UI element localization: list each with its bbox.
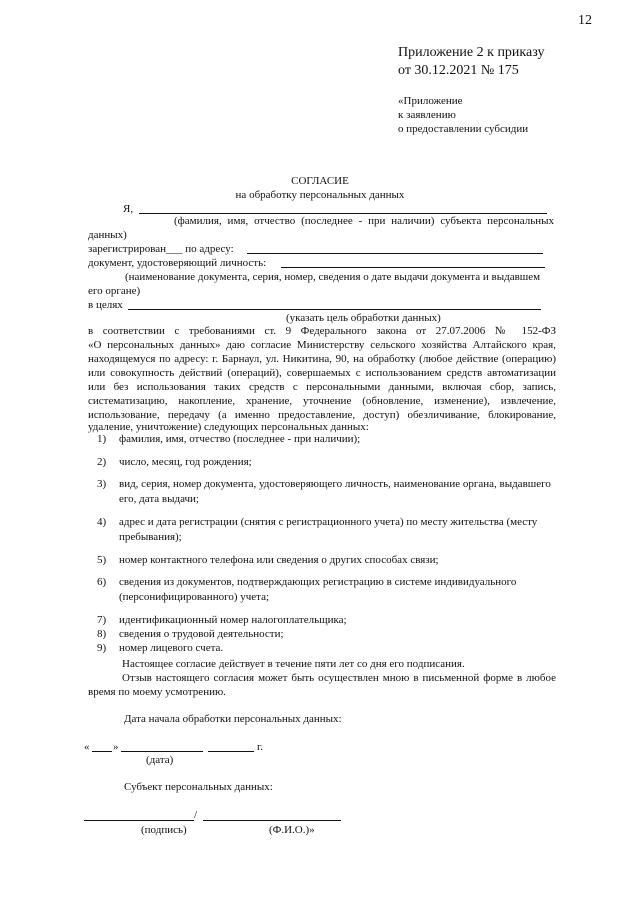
address-label: зарегистрирован___ по адресу: [88,243,234,255]
purpose-label: в целях [88,299,123,311]
body-line-4: или совокупность действий (операций), совершаемых с использованием средств автоматизации [88,367,556,379]
month-input-line[interactable] [121,751,203,752]
body-line-8: удаление, уничтожение) следующих персональных данных: [88,421,369,433]
purpose-caption: (указать цель обработки данных) [286,312,441,324]
list-item-number: 4) [97,516,107,528]
signature-caption: (подпись) [141,824,187,836]
year-suffix: г. [257,741,264,753]
name-caption: (фамилия, имя, отчество (последнее - при наличии) субъекта персональных [174,215,554,227]
document-label: документ, удостоверяющий личность: [88,257,267,269]
appendix-line-2: от 30.12.2021 № 175 [398,63,519,78]
purpose-input-line[interactable] [128,309,541,310]
revoke-text-line-2: время по моему усмотрению. [88,686,226,698]
list-item-number: 2) [97,456,107,468]
page-subtitle: на обработку персональных данных [235,189,405,201]
body-line-2: «О персональных данных» даю согласие Министерству сельского хозяйства Алтайского края, [88,339,556,351]
i-label: Я, [123,203,134,215]
list-item-text: вид, серия, номер документа, удостоверяющего личность, наименование органа, выдавшего его, дата выдачи; [119,478,551,505]
list-item-number: 1) [97,433,107,445]
page-number: 12 [578,13,592,28]
day-input-line[interactable] [92,751,112,752]
body-line-3: находящемуся по адресу: г. Барнаул, ул. Никитина, 90, на обработку (любое действие (операцию) [88,353,556,365]
date-caption: (дата) [146,754,174,766]
body-line-1: в соответствии с требованиями ст. 9 Федерального закона от 27.07.2006 № 152-ФЗ [88,325,556,337]
revoke-text-line-1: Отзыв настоящего согласия может быть осуществлен мною в письменной форме в любое [122,672,556,684]
list-item-text: фамилия, имя, отчество (последнее - при наличии); [119,433,361,445]
list-item-text: адрес и дата регистрации (снятия с регистрационного учета) по месту жительства (месту пребывания); [119,516,538,543]
list-item-text: номер лицевого счета. [119,642,224,654]
signature-input-line[interactable] [84,820,194,821]
inner-appendix-line-1: «Приложение [398,95,463,107]
address-input-line[interactable] [247,253,543,254]
body-line-7: использование, передачу (а именно предоставление, доступ) обезличивание, блокирование, [88,409,556,421]
year-input-line[interactable] [208,751,254,752]
list-item-number: 7) [97,614,107,626]
list-item-text: число, месяц, год рождения; [119,456,252,468]
page-title: СОГЛАСИЕ [291,175,349,187]
body-line-5: или без использования таких средств с персональными данными, включая сбор, запись, [88,381,556,393]
list-item-number: 9) [97,642,107,654]
start-date-label: Дата начала обработки персональных данных: [124,713,342,725]
document-input-line[interactable] [281,267,545,268]
list-item-text: сведения из документов, подтверждающих регистрацию в системе индивидуального (персонифицированного) учета; [119,576,517,603]
date-open-quote: « [84,741,90,753]
list-item-text: номер контактного телефона или сведения о других способах связи; [119,554,439,566]
fio-input-line[interactable] [203,820,341,821]
validity-text: Настоящее согласие действует в течение пяти лет со дня его подписания. [122,658,465,670]
list-item-text: сведения о трудовой деятельности; [119,628,284,640]
appendix-line-1: Приложение 2 к приказу [398,45,545,60]
signature-slash: / [194,809,198,821]
inner-appendix-line-2: к заявлению [398,109,456,121]
body-line-6: систематизацию, накопление, хранение, уточнение (обновление, изменение), извлечение, [88,395,556,407]
date-close-quote: » [113,741,119,753]
document-caption-cont: его органе) [88,285,141,297]
inner-appendix-line-3: о предоставлении субсидии [398,123,529,135]
list-item-number: 6) [97,576,107,588]
fio-caption: (Ф.И.О.)» [269,824,315,836]
subject-label: Субъект персональных данных: [124,781,273,793]
document-caption: (наименование документа, серия, номер, сведения о дате выдачи документа и выдавшем [125,271,541,283]
list-item-number: 8) [97,628,107,640]
list-item-text: идентификационный номер налогоплательщика; [119,614,347,626]
name-caption-cont: данных) [88,229,127,241]
list-item-number: 3) [97,478,107,490]
list-item-number: 5) [97,554,107,566]
